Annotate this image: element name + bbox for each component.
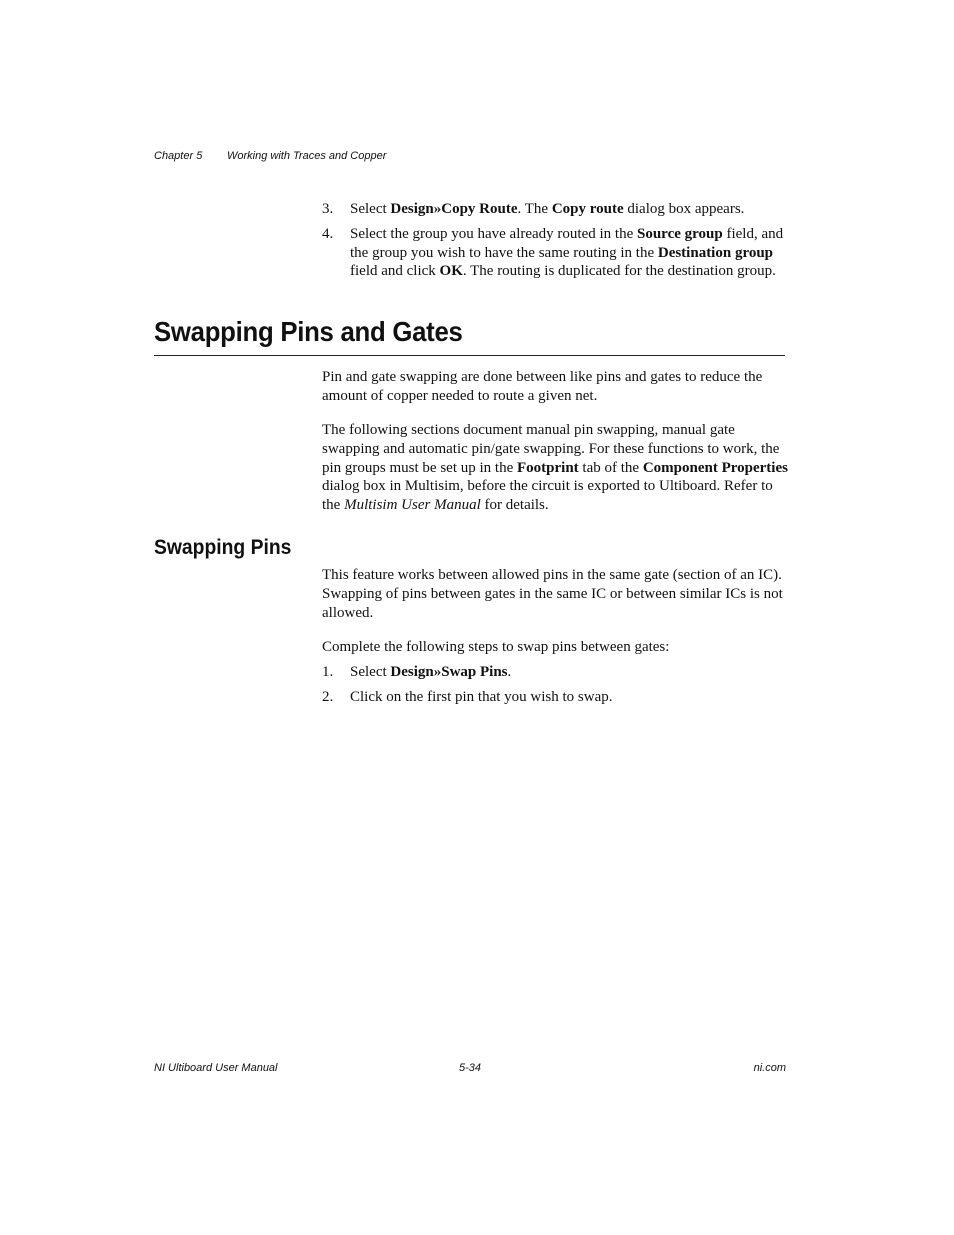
steps-list-bottom: [322, 663, 788, 713]
list-item: [322, 200, 788, 219]
list-item: [322, 663, 788, 682]
section-rule: [154, 355, 785, 356]
step-number: 2.: [322, 688, 334, 705]
step-text: . The routing is duplicated for the destination group.: [462, 263, 776, 280]
step-text: Select the group you have already routed in the: [350, 225, 637, 242]
step-text: .: [507, 664, 512, 680]
section-heading: Swapping Pins and Gates: [154, 316, 463, 347]
step-text: . The: [517, 201, 552, 217]
chapter-label: Chapter 5: [154, 150, 203, 162]
dialog-name: Copy route: [551, 201, 624, 217]
step-number: 4.: [322, 225, 334, 242]
button-name: OK: [439, 263, 463, 280]
para-text: for details.: [480, 497, 549, 514]
list-item: [322, 688, 788, 707]
subsection-paragraph-2: Complete the following steps to swap pins between gates:: [322, 639, 670, 655]
step-text: Select: [350, 664, 391, 680]
step-text: field and click: [350, 263, 440, 280]
para-text: tab of the: [578, 459, 643, 476]
chapter-title: Working with Traces and Copper: [227, 150, 387, 162]
field-name: Destination group: [657, 244, 774, 261]
menu-path: Design»Copy Route: [390, 201, 518, 217]
footer-manual-title: NI Ultiboard User Manual: [154, 1062, 278, 1074]
para-text: The following sections document manual pin swapping, manual gate swapping and automatic pin/gate swapping. For these functions to work, the pin groups must be set up in the: [322, 422, 780, 476]
subsection-paragraph-1: This feature works between allowed pins in the same gate (section of an IC). Swapping of pins between gates in the same IC or between similar ICs is not allowed.: [322, 567, 783, 621]
section-paragraph-1: Pin and gate swapping are done between like pins and gates to reduce the amount of copper needed to route a given net.: [322, 369, 763, 404]
manual-title: Multisim User Manual: [344, 497, 481, 514]
list-item: [322, 225, 788, 281]
menu-path: Design»Swap Pins: [390, 664, 508, 680]
step-number: 3.: [322, 201, 334, 217]
footer-website: ni.com: [753, 1062, 786, 1074]
tab-name: Footprint: [517, 459, 579, 476]
running-header: [154, 150, 386, 162]
subsection-heading: Swapping Pins: [154, 536, 292, 559]
step-text: Click on the first pin that you wish to swap.: [350, 688, 613, 705]
section-paragraph-2: [322, 421, 788, 515]
step-text: Select: [350, 201, 391, 217]
field-name: Source group: [637, 225, 723, 242]
step-text: field, and the group you wish to have the same routing in the: [350, 225, 784, 261]
para-text: dialog box in Multisim, before the circuit is exported to Ultiboard. Refer to the: [322, 478, 773, 514]
dialog-name: Component Properties: [642, 459, 788, 476]
page-number: 5-34: [459, 1062, 482, 1074]
steps-list-top: [322, 200, 788, 287]
step-number: 1.: [322, 664, 334, 680]
step-text: dialog box appears.: [623, 201, 745, 217]
